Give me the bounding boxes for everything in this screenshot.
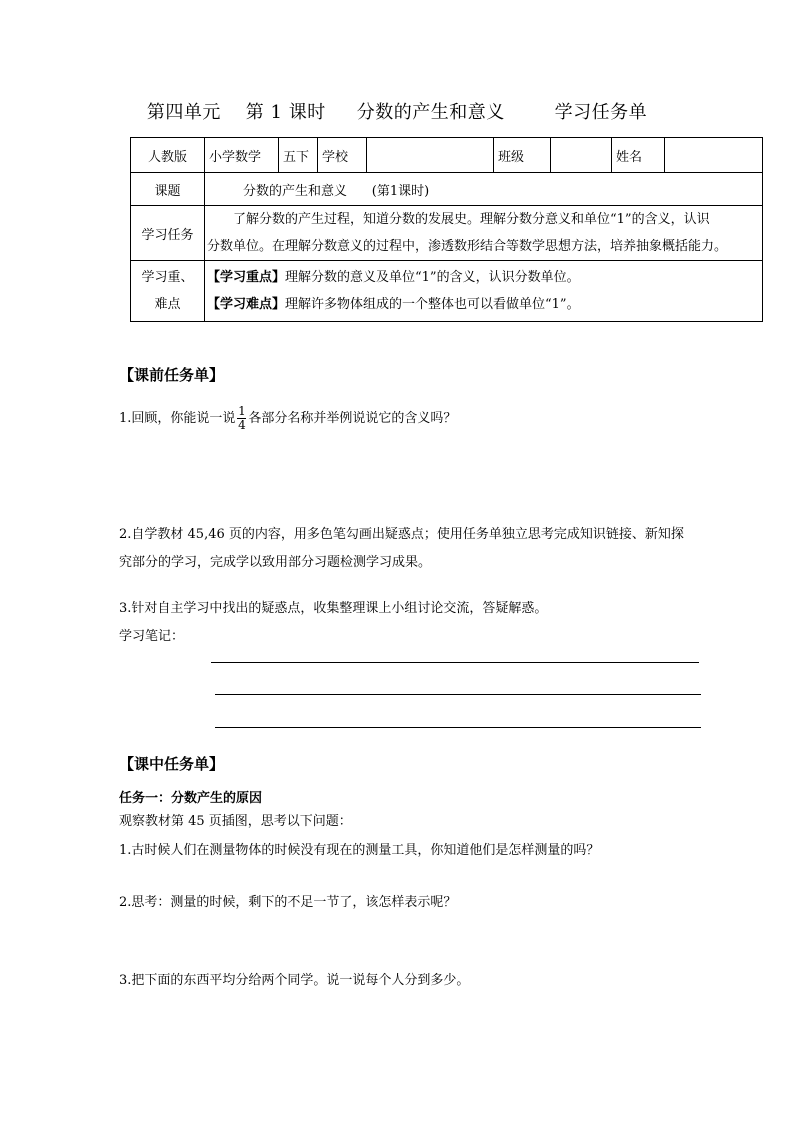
fraction-denominator: 4: [238, 418, 246, 432]
in-q3: 3.把下面的东西平均分给两个同学。说一说每个人分到多少。: [119, 973, 470, 988]
difficult-point-tag: 【学习难点】: [207, 297, 286, 312]
name-field[interactable]: [665, 138, 763, 173]
school-label: 学校: [318, 138, 367, 173]
edition-cell: 人教版: [131, 138, 205, 173]
difficult-point-text: 理解许多物体组成的一个整体也可以看做单位“1”。: [285, 297, 580, 312]
key-difficult-content: [205, 261, 763, 322]
in-q1: 1.古时候人们在测量物体的时候没有现在的测量工具，你知道他们是怎样测量的吗？: [119, 843, 600, 858]
key-point-tag: 【学习重点】: [207, 270, 286, 285]
notes-line-3[interactable]: [215, 727, 701, 728]
key-label-line-1: 学习重、: [141, 270, 194, 285]
class-label: 班级: [494, 138, 551, 173]
key-point-text: 理解分数的意义及单位“1”的含义，认识分数单位。: [285, 270, 580, 285]
key-difficult-label: [131, 261, 205, 322]
lesson-info-table: [130, 137, 763, 322]
fraction-one-quarter: [237, 405, 246, 432]
grade-cell: 五下: [279, 138, 318, 173]
subject-cell: 小学数学: [205, 138, 279, 173]
task-line-1: 了解分数的产生过程，知道分数的发展史。理解分数分意义和单位“1”的含义，认识: [233, 212, 710, 227]
table-row: [131, 173, 763, 206]
pre-q3: 3.针对自主学习中找出的疑惑点，收集整理课上小组讨论交流，答疑解惑。: [119, 601, 548, 616]
notes-line-1[interactable]: [211, 662, 699, 663]
fraction-numerator: 1: [238, 404, 246, 418]
notes-label: 学习笔记：: [119, 629, 185, 644]
pre-class-heading: 【课前任务单】: [119, 366, 225, 384]
pre-q2: [119, 521, 684, 577]
pre-q1-before: 1.回顾，你能说一说: [119, 411, 236, 426]
topic-value: 分数的产生和意义 (第1课时): [205, 173, 763, 206]
table-row: [131, 261, 763, 322]
in-class-heading: 【课中任务单】: [119, 755, 225, 773]
task1-intro: 观察教材第 45 页插图，思考以下问题：: [119, 814, 352, 829]
pre-q2-line-2: 究部分的学习，完成学以致用部分习题检测学习成果。: [119, 555, 432, 570]
pre-q1-after: 各部分名称并举例说说它的含义吗？: [248, 411, 457, 426]
topic-label: 课题: [131, 173, 205, 206]
school-field[interactable]: [367, 138, 494, 173]
key-point-line: [207, 264, 760, 291]
difficult-point-line: [207, 291, 760, 318]
class-field[interactable]: [551, 138, 612, 173]
key-label-line-2: 难点: [154, 297, 181, 312]
notes-line-2[interactable]: [215, 694, 701, 695]
task1-title: 任务一：分数产生的原因: [119, 791, 263, 806]
task-content: [205, 206, 763, 261]
pre-q2-line-1: 2.自学教材 45,46 页的内容，用多色笔勾画出疑惑点；使用任务单独立思考完成知识链接、新知探: [119, 527, 684, 542]
in-q2: 2.思考：测量的时候，剩下的不足一节了，该怎样表示呢？: [119, 895, 457, 910]
table-row: [131, 206, 763, 261]
task-label: 学习任务: [131, 206, 205, 261]
table-row: [131, 138, 763, 173]
name-label: 姓名: [612, 138, 665, 173]
pre-q1: [119, 405, 456, 432]
page-title: 第四单元 第 1 课时 分数的产生和意义 学习任务单: [146, 102, 648, 123]
task-line-2: 分数单位。在理解分数意义的过程中，渗透数形结合等数学思想方法，培养抽象概括能力。: [207, 239, 728, 254]
